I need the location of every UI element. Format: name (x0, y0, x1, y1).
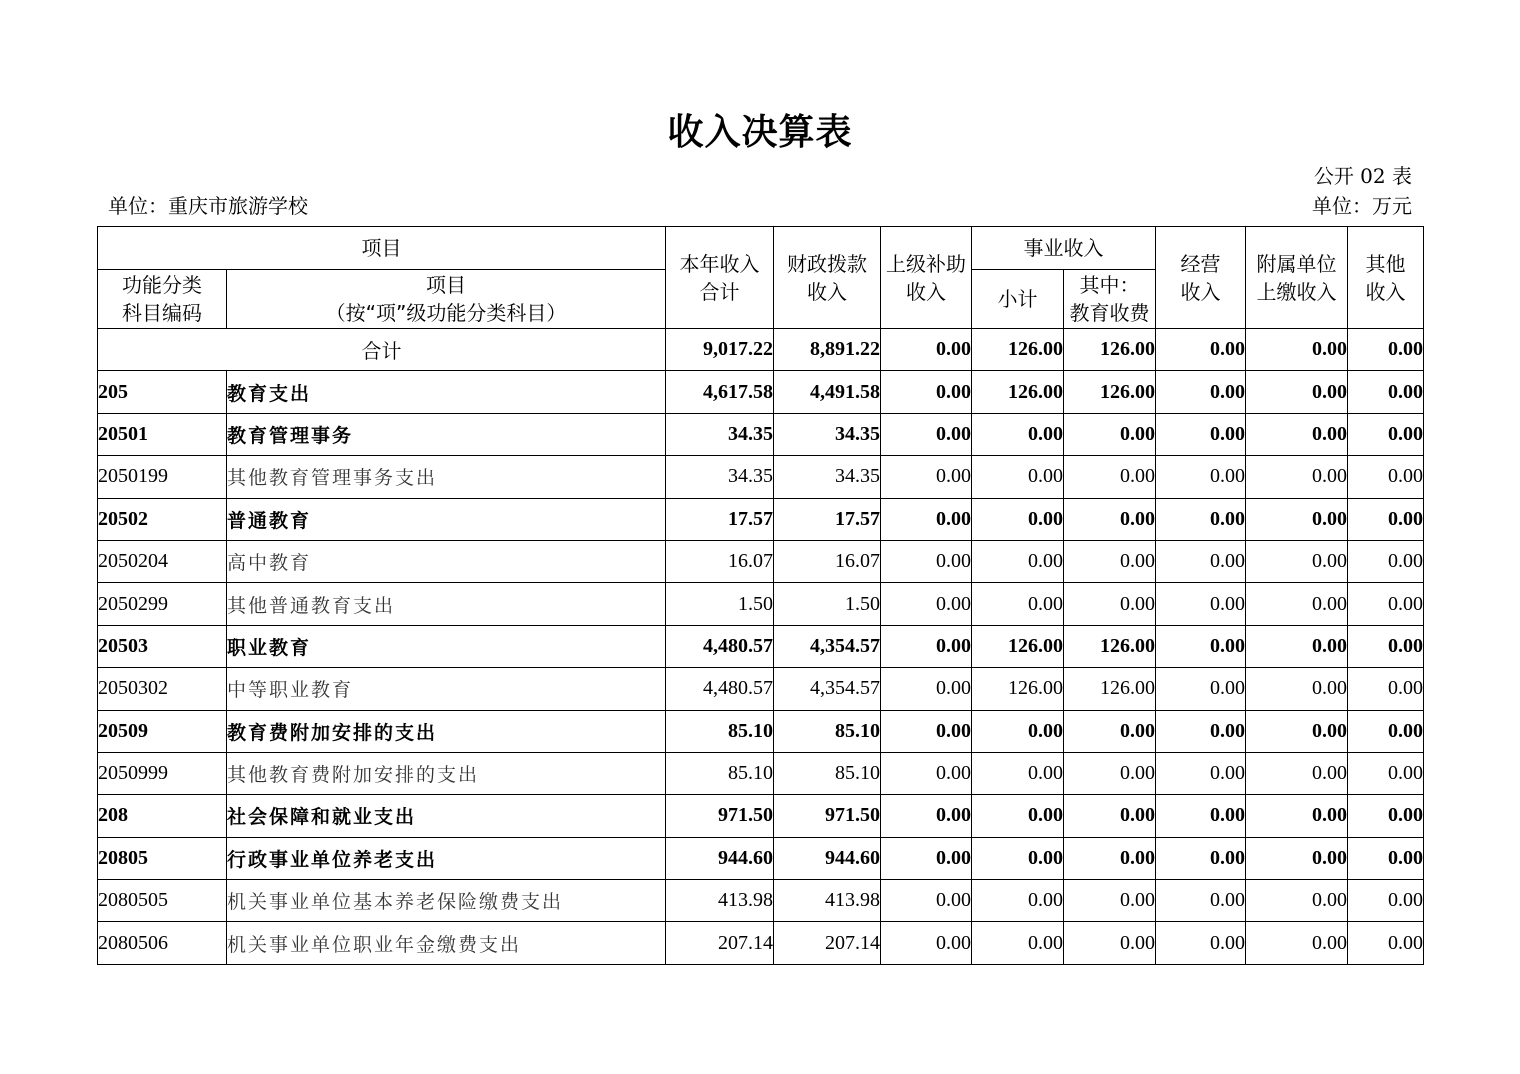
item-name-cell: 教育支出 (227, 371, 666, 413)
amount-cell: 0.00 (1064, 540, 1156, 582)
amount-cell: 0.00 (1348, 498, 1424, 540)
amount-cell: 0.00 (1246, 625, 1348, 667)
function-code-cell: 20509 (98, 710, 227, 752)
amount-cell: 971.50 (774, 795, 881, 837)
amount-cell: 126.00 (972, 625, 1064, 667)
table-row (98, 752, 1424, 794)
amount-cell: 0.00 (1246, 371, 1348, 413)
amount-cell: 4,480.57 (666, 625, 774, 667)
header-edu-fee-line2: 教育收费 (1069, 301, 1150, 325)
report-title: 收入决算表 (667, 112, 853, 153)
amount-cell: 0.00 (1246, 710, 1348, 752)
amount-cell: 0.00 (881, 668, 972, 710)
amount-cell: 0.00 (1156, 880, 1246, 922)
amount-cell: 0.00 (1156, 540, 1246, 582)
function-code-cell: 2080506 (98, 922, 227, 964)
amount-cell: 0.00 (1156, 371, 1246, 413)
table-row (98, 625, 1424, 667)
amount-cell: 0.00 (1064, 837, 1156, 879)
item-name-cell: 社会保障和就业支出 (227, 795, 666, 837)
amount-cell: 0.00 (1246, 583, 1348, 625)
amount-cell: 0.00 (1156, 625, 1246, 667)
total-value: 126.00 (972, 329, 1064, 371)
amount-cell: 85.10 (666, 752, 774, 794)
amount-cell: 0.00 (1156, 498, 1246, 540)
table-row (98, 710, 1424, 752)
table-row (98, 456, 1424, 498)
header-subtotal: 小计 (972, 270, 1064, 329)
amount-cell: 0.00 (972, 922, 1064, 964)
amount-cell: 0.00 (1348, 540, 1424, 582)
total-value: 0.00 (1246, 329, 1348, 371)
total-value: 0.00 (1156, 329, 1246, 371)
amount-cell: 4,480.57 (666, 668, 774, 710)
header-operating-income (1156, 227, 1246, 329)
amount-cell: 17.57 (774, 498, 881, 540)
header-name-line1: 项目 (426, 273, 466, 297)
amount-cell: 34.35 (774, 413, 881, 455)
reporting-unit: 单位：重庆市旅游学校 (108, 194, 308, 218)
total-value: 9,017.22 (666, 329, 774, 371)
header-code-line1: 功能分类 (122, 273, 202, 297)
function-code-cell: 2050204 (98, 540, 227, 582)
table-row (98, 922, 1424, 964)
amount-cell: 0.00 (881, 413, 972, 455)
amount-cell: 0.00 (1348, 625, 1424, 667)
total-row (98, 329, 1424, 371)
header-fiscal-line1: 财政拨款 (787, 251, 867, 276)
header-education-fee (1064, 270, 1156, 329)
amount-cell: 0.00 (881, 583, 972, 625)
amount-cell: 0.00 (1246, 795, 1348, 837)
amount-cell: 0.00 (1246, 413, 1348, 455)
amount-cell: 0.00 (881, 837, 972, 879)
amount-cell: 0.00 (1348, 837, 1424, 879)
amount-cell: 0.00 (1246, 540, 1348, 582)
amount-cell: 0.00 (1348, 413, 1424, 455)
amount-cell: 16.07 (774, 540, 881, 582)
income-settlement-table (97, 226, 1424, 965)
header-operating-line2: 收入 (1180, 279, 1221, 304)
table-row (98, 413, 1424, 455)
amount-cell: 0.00 (1064, 880, 1156, 922)
amount-cell: 126.00 (1064, 371, 1156, 413)
amount-cell: 0.00 (881, 795, 972, 837)
total-value: 0.00 (1348, 329, 1424, 371)
function-code-cell: 2050299 (98, 583, 227, 625)
item-name-cell: 教育费附加安排的支出 (227, 710, 666, 752)
amount-cell: 0.00 (1064, 752, 1156, 794)
function-code-cell: 20503 (98, 625, 227, 667)
amount-cell: 85.10 (774, 710, 881, 752)
header-code-line2: 科目编码 (122, 301, 202, 325)
header-item-name (227, 270, 666, 329)
amount-cell: 0.00 (972, 456, 1064, 498)
header-superior-subsidy (881, 227, 972, 329)
function-code-cell: 2050199 (98, 456, 227, 498)
amount-cell: 1.50 (774, 583, 881, 625)
item-name-cell: 其他教育费附加安排的支出 (227, 752, 666, 794)
currency-unit: 单位：万元 (1312, 194, 1412, 218)
table-row (98, 795, 1424, 837)
item-name-cell: 职业教育 (227, 625, 666, 667)
amount-cell: 0.00 (972, 880, 1064, 922)
amount-cell: 0.00 (1156, 752, 1246, 794)
table-body (98, 329, 1424, 965)
amount-cell: 0.00 (881, 625, 972, 667)
amount-cell: 0.00 (972, 498, 1064, 540)
function-code-cell: 2050999 (98, 752, 227, 794)
amount-cell: 0.00 (1348, 456, 1424, 498)
amount-cell: 0.00 (1246, 456, 1348, 498)
amount-cell: 0.00 (1348, 668, 1424, 710)
amount-cell: 0.00 (881, 710, 972, 752)
item-name-cell: 其他教育管理事务支出 (227, 456, 666, 498)
item-name-cell: 机关事业单位职业年金缴费支出 (227, 922, 666, 964)
total-label: 合计 (98, 329, 666, 371)
item-name-cell: 其他普通教育支出 (227, 583, 666, 625)
amount-cell: 34.35 (666, 413, 774, 455)
function-code-cell: 2080505 (98, 880, 227, 922)
header-affiliated-line1: 附属单位 (1256, 251, 1337, 276)
amount-cell: 0.00 (1348, 752, 1424, 794)
amount-cell: 0.00 (1156, 413, 1246, 455)
table-row (98, 837, 1424, 879)
amount-cell: 0.00 (972, 837, 1064, 879)
amount-cell: 85.10 (666, 710, 774, 752)
amount-cell: 0.00 (881, 498, 972, 540)
amount-cell: 0.00 (881, 752, 972, 794)
amount-cell: 0.00 (1246, 837, 1348, 879)
amount-cell: 0.00 (881, 880, 972, 922)
amount-cell: 0.00 (1348, 371, 1424, 413)
amount-cell: 0.00 (1246, 752, 1348, 794)
amount-cell: 0.00 (1064, 922, 1156, 964)
function-code-cell: 20805 (98, 837, 227, 879)
amount-cell: 0.00 (972, 795, 1064, 837)
amount-cell: 0.00 (1348, 583, 1424, 625)
amount-cell: 0.00 (972, 710, 1064, 752)
table-row (98, 371, 1424, 413)
amount-cell: 0.00 (1156, 583, 1246, 625)
amount-cell: 0.00 (1064, 413, 1156, 455)
amount-cell: 4,491.58 (774, 371, 881, 413)
amount-cell: 0.00 (1246, 668, 1348, 710)
amount-cell: 0.00 (1348, 880, 1424, 922)
header-affiliated-income (1246, 227, 1348, 329)
amount-cell: 1.50 (666, 583, 774, 625)
amount-cell: 0.00 (1348, 795, 1424, 837)
amount-cell: 0.00 (1156, 795, 1246, 837)
header-total-income (666, 227, 774, 329)
amount-cell: 0.00 (1064, 583, 1156, 625)
amount-cell: 0.00 (1348, 922, 1424, 964)
amount-cell: 126.00 (1064, 625, 1156, 667)
amount-cell: 0.00 (881, 922, 972, 964)
amount-cell: 126.00 (1064, 668, 1156, 710)
table-row (98, 498, 1424, 540)
header-affiliated-line2: 上缴收入 (1256, 279, 1337, 304)
amount-cell: 17.57 (666, 498, 774, 540)
amount-cell: 0.00 (972, 413, 1064, 455)
item-name-cell: 教育管理事务 (227, 413, 666, 455)
amount-cell: 85.10 (774, 752, 881, 794)
header-function-code (98, 270, 227, 329)
amount-cell: 207.14 (666, 922, 774, 964)
amount-cell: 0.00 (881, 371, 972, 413)
header-superior-line1: 上级补助 (886, 251, 966, 276)
amount-cell: 944.60 (774, 837, 881, 879)
item-name-cell: 普通教育 (227, 498, 666, 540)
amount-cell: 0.00 (1246, 922, 1348, 964)
amount-cell: 0.00 (1246, 880, 1348, 922)
header-other-line2: 收入 (1365, 279, 1406, 304)
item-name-cell: 高中教育 (227, 540, 666, 582)
header-edu-fee-line1: 其中： (1079, 273, 1140, 297)
function-code-cell: 205 (98, 371, 227, 413)
function-code-cell: 208 (98, 795, 227, 837)
amount-cell: 413.98 (666, 880, 774, 922)
amount-cell: 0.00 (1348, 710, 1424, 752)
header-other-line1: 其他 (1365, 251, 1406, 276)
amount-cell: 0.00 (972, 752, 1064, 794)
table-row (98, 540, 1424, 582)
amount-cell: 207.14 (774, 922, 881, 964)
total-value: 8,891.22 (774, 329, 881, 371)
amount-cell: 0.00 (1156, 668, 1246, 710)
function-code-cell: 2050302 (98, 668, 227, 710)
table-row (98, 583, 1424, 625)
total-value: 126.00 (1064, 329, 1156, 371)
item-name-cell: 机关事业单位基本养老保险缴费支出 (227, 880, 666, 922)
amount-cell: 0.00 (972, 583, 1064, 625)
amount-cell: 413.98 (774, 880, 881, 922)
table-row (98, 668, 1424, 710)
amount-cell: 4,354.57 (774, 625, 881, 667)
amount-cell: 0.00 (1064, 795, 1156, 837)
amount-cell: 4,354.57 (774, 668, 881, 710)
amount-cell: 126.00 (972, 668, 1064, 710)
amount-cell: 34.35 (774, 456, 881, 498)
table-row (98, 880, 1424, 922)
header-fiscal-line2: 收入 (807, 279, 847, 304)
header-business-income: 事业收入 (972, 227, 1156, 270)
amount-cell: 0.00 (1064, 456, 1156, 498)
form-number: 公开 02 表 (1313, 164, 1412, 188)
amount-cell: 0.00 (1156, 456, 1246, 498)
amount-cell: 944.60 (666, 837, 774, 879)
item-name-cell: 中等职业教育 (227, 668, 666, 710)
amount-cell: 971.50 (666, 795, 774, 837)
amount-cell: 126.00 (972, 371, 1064, 413)
function-code-cell: 20501 (98, 413, 227, 455)
table-header (98, 227, 1424, 329)
amount-cell: 34.35 (666, 456, 774, 498)
header-total-income-line1: 本年收入 (679, 251, 760, 276)
amount-cell: 0.00 (881, 540, 972, 582)
amount-cell: 0.00 (1064, 710, 1156, 752)
header-other-income (1348, 227, 1424, 329)
amount-cell: 16.07 (666, 540, 774, 582)
amount-cell: 0.00 (1156, 922, 1246, 964)
header-operating-line1: 经营 (1180, 251, 1221, 276)
amount-cell: 0.00 (972, 540, 1064, 582)
header-total-income-line2: 合计 (699, 279, 740, 304)
amount-cell: 0.00 (1246, 498, 1348, 540)
header-superior-line2: 收入 (906, 279, 946, 304)
total-value: 0.00 (881, 329, 972, 371)
amount-cell: 0.00 (1156, 837, 1246, 879)
header-project: 项目 (98, 227, 666, 270)
amount-cell: 4,617.58 (666, 371, 774, 413)
header-name-line2: （按“项”级功能分类科目） (325, 301, 567, 325)
amount-cell: 0.00 (1156, 710, 1246, 752)
amount-cell: 0.00 (1064, 498, 1156, 540)
amount-cell: 0.00 (881, 456, 972, 498)
header-fiscal-appropriation (774, 227, 881, 329)
function-code-cell: 20502 (98, 498, 227, 540)
item-name-cell: 行政事业单位养老支出 (227, 837, 666, 879)
